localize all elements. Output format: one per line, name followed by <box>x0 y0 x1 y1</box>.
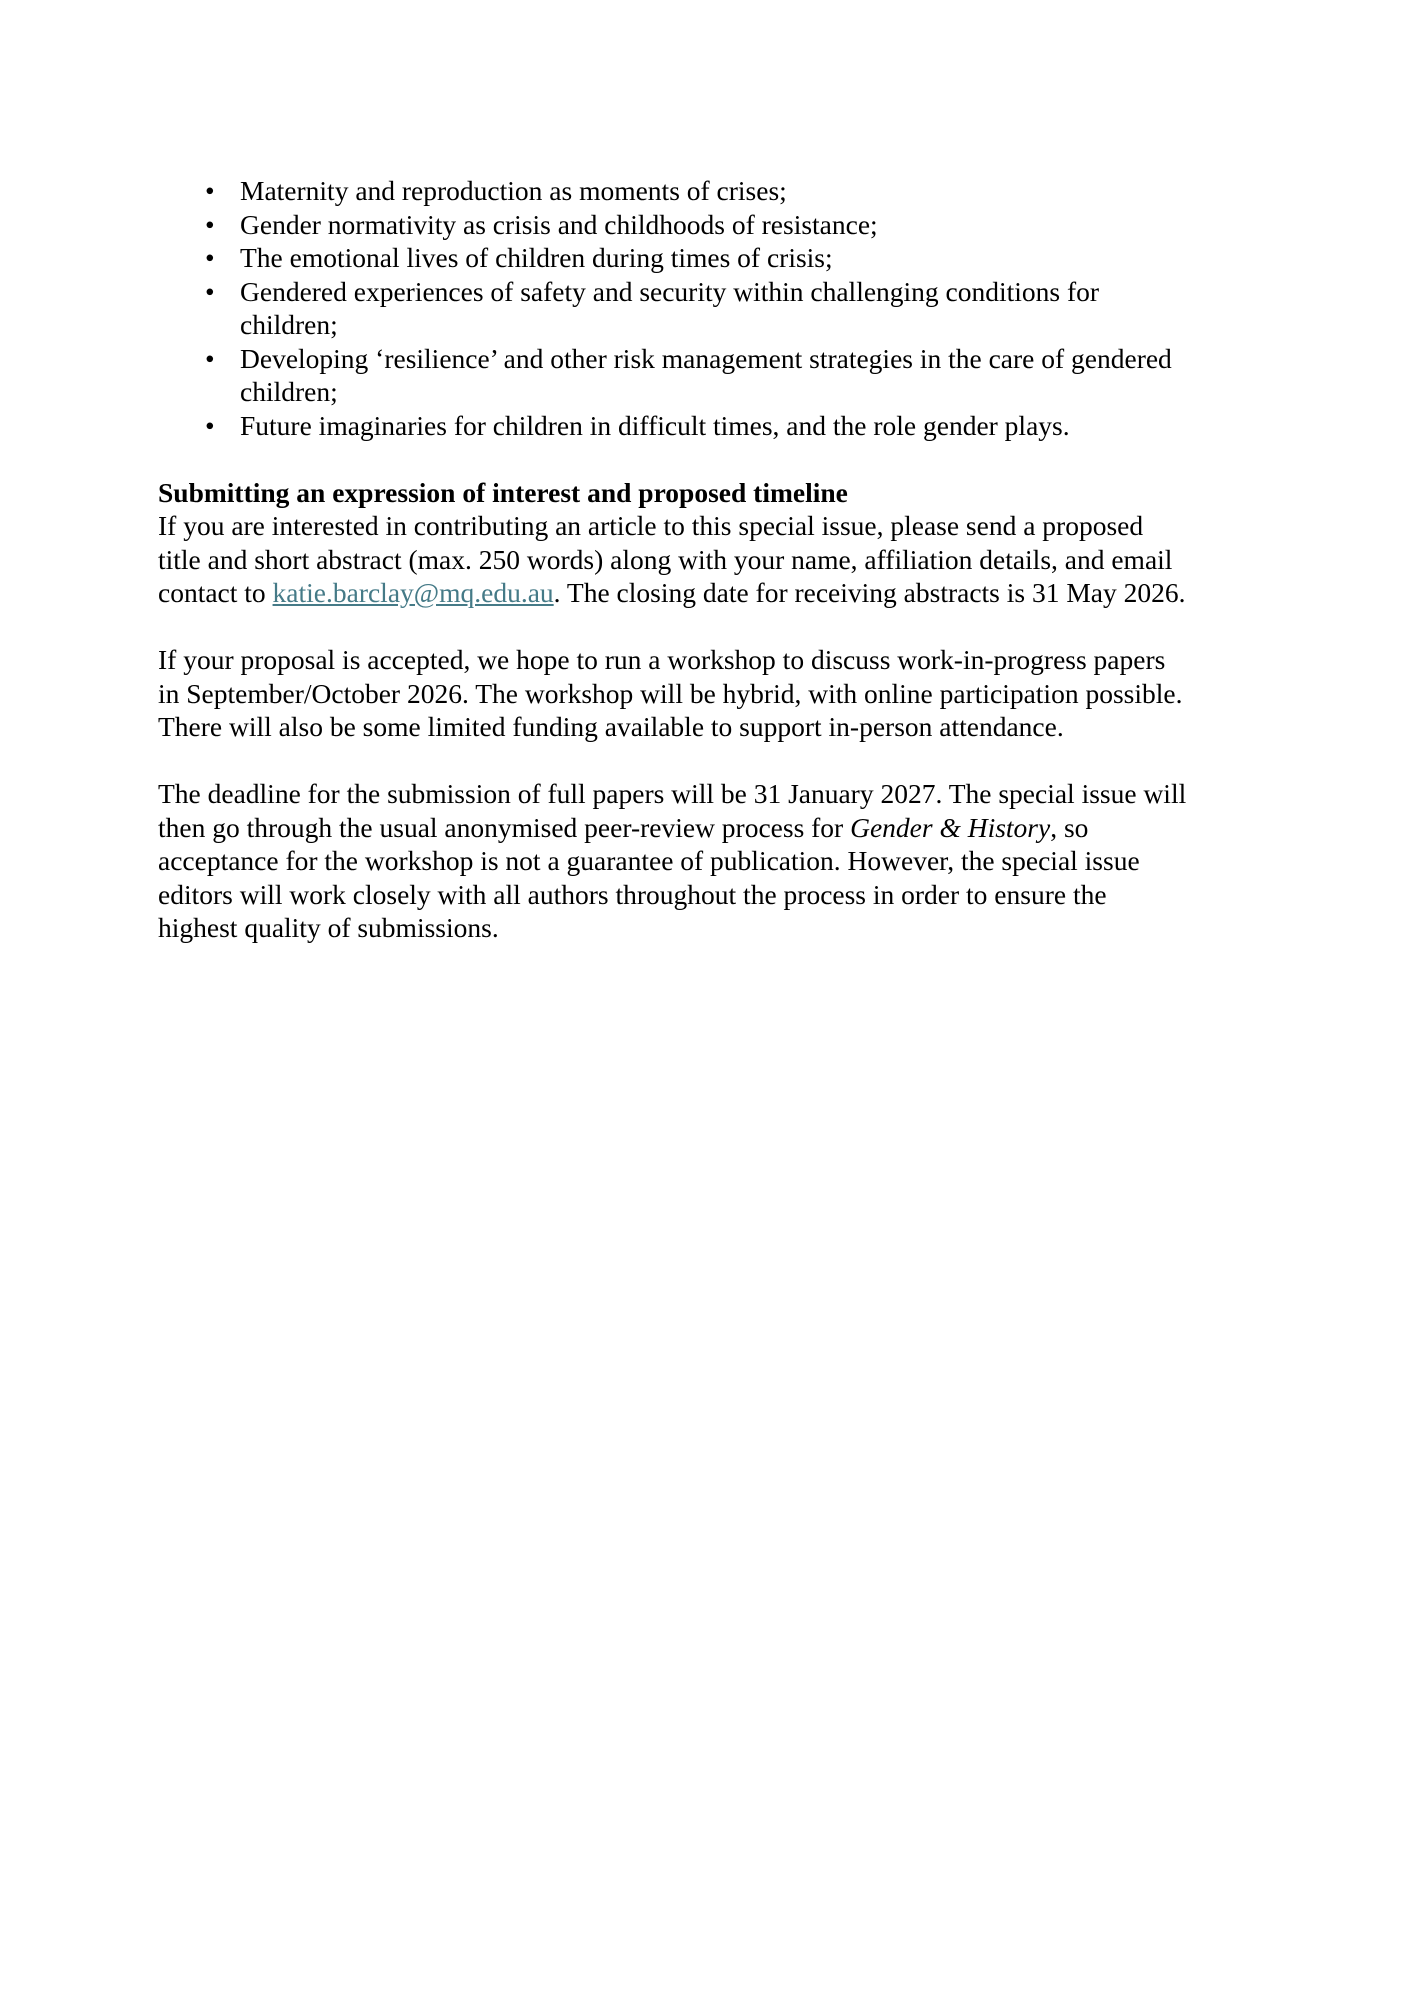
paragraph-line: The deadline for the submission of full papers will be 31 January 2027. The special issue will <box>158 778 1187 809</box>
email-link[interactable]: katie.barclay@mq.edu.au <box>272 577 554 608</box>
spacer <box>158 442 1293 476</box>
journal-title: Gender & History <box>850 811 1051 843</box>
bullet-icon: • <box>205 175 215 206</box>
bullet-icon: • <box>205 409 215 441</box>
paragraph-line <box>158 811 1293 845</box>
paragraph-line: editors will work closely with all authors throughout the process in order to ensure the <box>158 878 1107 910</box>
list-item-text: Gendered experiences of safety and security within challenging conditions for <box>240 275 1100 307</box>
paragraph-line: acceptance for the workshop is not a guarantee of publication. However, the special issue <box>158 845 1140 876</box>
paragraph-line: If you are interested in contributing an article to this special issue, please send a proposed <box>158 510 1144 541</box>
text-after-italic: , so <box>1050 811 1089 843</box>
text-after-link: . The closing date for receiving abstracts is 31 May 2026. <box>553 577 1186 608</box>
list-item <box>158 409 1293 443</box>
bullet-icon: • <box>205 342 215 374</box>
list-item <box>158 275 1293 342</box>
paragraph-line <box>158 576 1293 610</box>
list-item-text: Developing ‘resilience’ and other risk management strategies in the care of gendered <box>240 342 1172 374</box>
section-heading: Submitting an expression of interest and proposed timeline <box>158 476 848 508</box>
list-item <box>158 342 1293 409</box>
paragraph-deadline <box>158 777 1293 945</box>
paragraph-expression-of-interest <box>158 509 1293 610</box>
text-before-italic: then go through the usual anonymised peer-review process for <box>158 811 851 843</box>
spacer <box>158 610 1293 644</box>
bullet-icon: • <box>205 275 215 307</box>
topics-list <box>158 174 1293 442</box>
paragraph-workshop <box>158 643 1293 744</box>
list-item-text: children; <box>240 309 338 340</box>
paragraph-line: in September/October 2026. The workshop will be hybrid, with online participation possible. <box>158 677 1183 709</box>
text-before-link: contact to <box>158 577 273 608</box>
list-item <box>158 208 1293 242</box>
list-item-text: The emotional lives of children during times of crisis; <box>240 242 833 273</box>
list-item <box>158 241 1293 275</box>
bullet-icon: • <box>205 242 215 273</box>
list-item-text: Maternity and reproduction as moments of crises; <box>240 175 787 206</box>
paragraph-line: There will also be some limited funding available to support in-person attendance. <box>158 711 1064 742</box>
list-item-text: children; <box>240 376 338 407</box>
paragraph-line: If your proposal is accepted, we hope to run a workshop to discuss work-in-progress papers <box>158 644 1166 675</box>
list-item-text: Future imaginaries for children in difficult times, and the role gender plays. <box>240 409 1070 441</box>
paragraph-line: title and short abstract (max. 250 words) along with your name, affiliation details, and email <box>158 543 1173 575</box>
page-content <box>158 174 1293 945</box>
paragraph-line: highest quality of submissions. <box>158 912 499 943</box>
spacer <box>158 744 1293 778</box>
list-item-text: Gender normativity as crisis and childhoods of resistance; <box>240 208 878 240</box>
list-item <box>158 174 1293 208</box>
bullet-icon: • <box>205 208 215 240</box>
